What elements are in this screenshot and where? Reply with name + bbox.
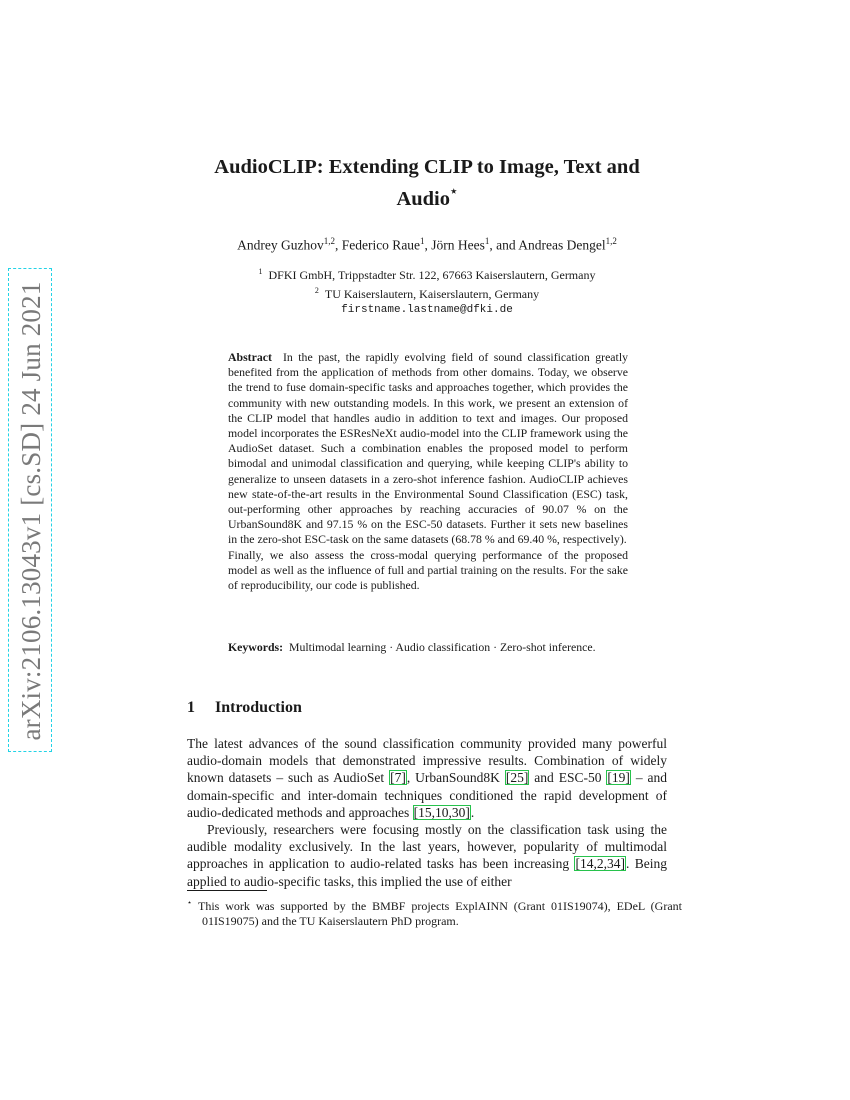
- section-title: Introduction: [215, 699, 302, 716]
- footnote-rule: [187, 890, 267, 891]
- affiliation-1: $^1$ DFKI GmbH, Trippstadter Str. 122, 67663 Kaiserslautern, Germany: [258, 267, 596, 282]
- citation-link[interactable]: [15,10,30]: [413, 804, 470, 820]
- abstract-label: Abstract: [228, 350, 272, 364]
- author-affiliation-mark: 1: [420, 236, 425, 246]
- email-address: firstname.lastname@dfki.de: [341, 304, 513, 316]
- keywords-label: Keywords:: [228, 640, 284, 654]
- author-affiliation-mark: 1,2: [323, 236, 335, 246]
- affiliations: [150, 264, 704, 318]
- citation-link[interactable]: [14,2,34]: [575, 856, 625, 872]
- arxiv-stamp: [8, 268, 52, 752]
- abstract-paragraph-2: Finally, we also assess the cross-modal querying performance of the proposed model as well as the influence of full and partial training on the results. For the sake of reproducibility, our code is published.: [228, 547, 628, 593]
- footnote-mark: ⋆: [187, 898, 193, 907]
- abstract: [228, 350, 628, 593]
- citation-link[interactable]: [25]: [505, 770, 529, 786]
- keywords: [228, 640, 628, 655]
- keywords-text: Multimodal learning · Audio classification · Zero-shot inference.: [288, 640, 596, 654]
- author-name: Andrey Guzhov: [237, 237, 324, 253]
- author-name: Jörn Hees: [431, 237, 485, 253]
- author-name: Andreas Dengel: [518, 237, 606, 253]
- intro-paragraph-1: The latest advances of the sound classification community provided many powerful audio-domain models that demonstrated impressive results. Combination of widely known datasets – such as AudioSet [7], UrbanSound8K [25] and ESC-50 [19] – and domain-specific and inter-domain techniques conditioned the rapid development of audio-dedicated methods and approaches [15,10,30].: [187, 736, 668, 820]
- arxiv-identifier: arXiv:2106.13043v1 [cs.SD] 24 Jun 2021: [16, 281, 46, 741]
- author-affiliation-mark: 1,2: [605, 236, 617, 246]
- intro-paragraph-2: Previously, researchers were focusing mostly on the classification task using the audible modality exclusively. In the last years, however, popularity of multimodal approaches in application to audio-related tasks has been increasing [14,2,34]. Being applied to audio-specific tasks, this implied the use of either: [187, 822, 667, 889]
- paper-title: [187, 154, 667, 212]
- affiliation-2: $^2$ TU Kaiserslautern, Kaiserslautern, Germany: [314, 286, 540, 301]
- introduction-body: [187, 735, 667, 890]
- citation-link[interactable]: [19]: [607, 770, 630, 786]
- section-number: 1: [187, 699, 195, 716]
- title-footnote-mark: ⋆: [450, 184, 458, 198]
- section-heading-introduction: [187, 698, 302, 718]
- author-affiliation-mark: 1: [484, 236, 490, 246]
- author-list: Andrey Guzhov$^{1,2}$, Federico Raue$^1$, Jörn Hees$^1$, and Andreas Dengel$^{1,2}$: [237, 236, 617, 253]
- footnote-text: This work was supported by the BMBF projects ExplAINN (Grant 01IS19074), EDeL (Grant 01IS19075) and the TU Kaiserslautern PhD program.: [198, 899, 682, 929]
- footnote: [187, 895, 682, 929]
- citation-link[interactable]: [7]: [390, 770, 406, 786]
- author-name: Federico Raue: [341, 237, 421, 253]
- paper-title-text: AudioCLIP: Extending CLIP to Image, Text and Audio: [214, 156, 640, 210]
- abstract-paragraph-1: Abstract In the past, the rapidly evolving field of sound classification greatly benefited from the application of methods from other domains. Today, we observe the trend to fuse domain-specific tasks and approaches together, which provides the community with new outstanding models. In this work, we present an extension of the CLIP model that handles audio in addition to text and images. Our proposed model incorporates the ESResNeXt audio-model into the CLIP framework using the AudioSet dataset. Such a combination enables the proposed model to perform bimodal and unimodal classification and querying, while keeping CLIP's ability to generalize to unseen datasets in a zero-shot inference fashion. AudioCLIP achieves new state-of-the-art results in the Environmental Sound Classification (ESC) task, out-performing other approaches by reaching accuracies of 90.07 % on the UrbanSound8K and 97.15 % on the ESC-50 datasets. Further it sets new baselines in the zero-shot ESC-task on the same datasets (68.78 % and 69.40 %, respectively).: [228, 350, 628, 547]
